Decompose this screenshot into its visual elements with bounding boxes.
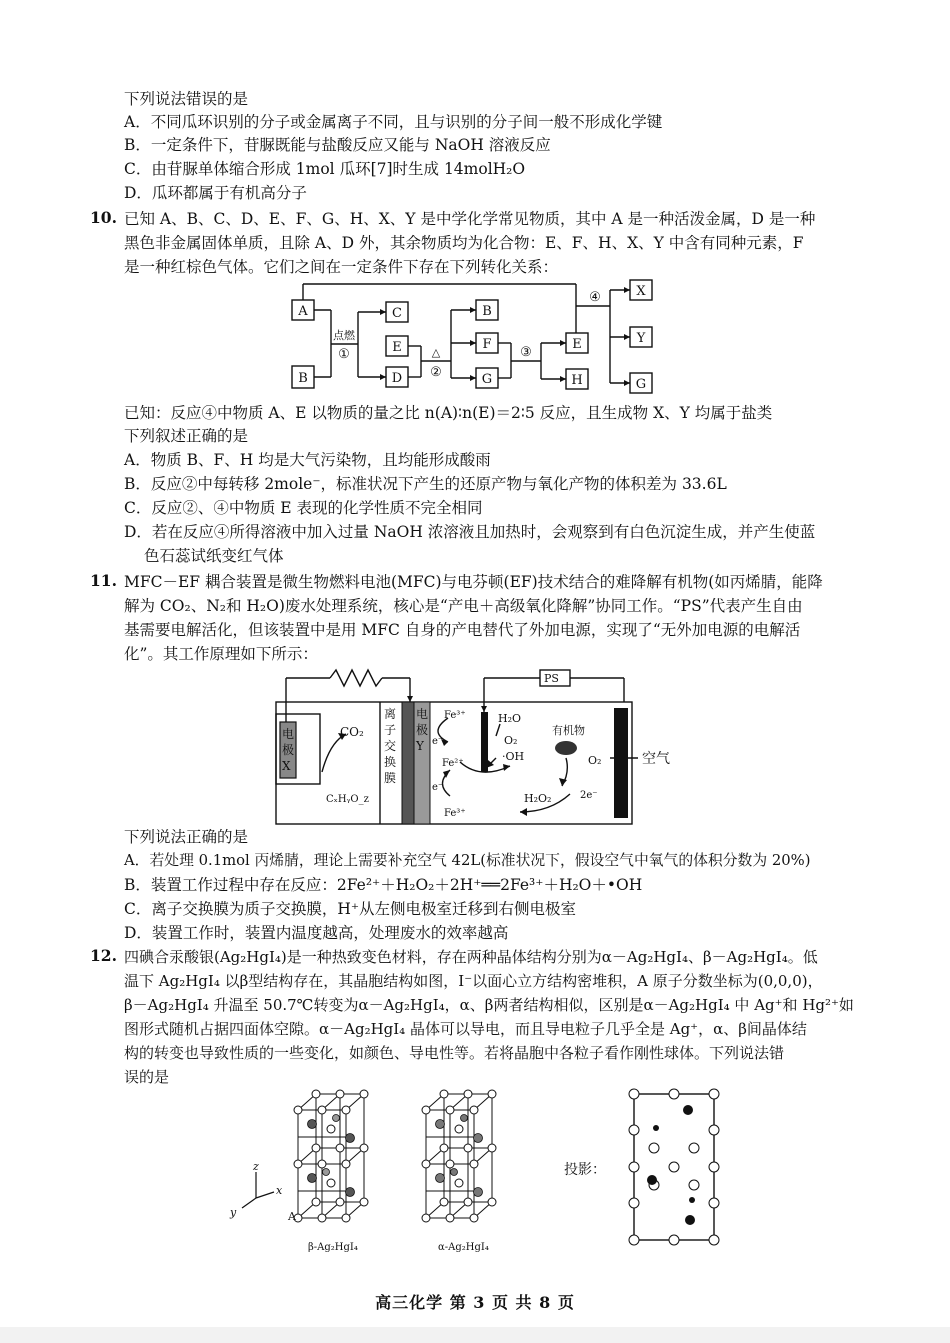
q11-2e-label: 2e⁻ xyxy=(580,790,598,801)
q10-line-3: 是一种红棕色气体。它们之间在一定条件下存在下列转化关系： xyxy=(124,258,559,276)
q11-line-4: 化”。其工作原理如下所示： xyxy=(124,645,318,663)
q11-electrode-y-3: Y xyxy=(416,739,424,753)
q11-h2o2-label: H₂O₂ xyxy=(524,792,552,805)
q12-line-3: β－Ag₂HgI₄ 升温至 50.7℃转变为α－Ag₂HgI₄，α、β两者结构相似，区别是α－Ag₂HgI₄ 中 Ag⁺和 Hg²⁺如 xyxy=(124,996,854,1014)
q12-projection-label: 投影： xyxy=(564,1162,606,1178)
q10-box-g2-label: G xyxy=(635,377,647,392)
q10-option-a: A．物质 B、F、H 均是大气污染物，且均能形成酸雨 xyxy=(124,451,491,469)
q11-air-label: 空气 xyxy=(642,751,670,767)
q10-option-c: C．反应②、④中物质 E 表现的化学性质不完全相同 xyxy=(124,499,483,517)
q11-membrane-3: 交 xyxy=(384,739,397,753)
q12-alpha-cell xyxy=(426,1094,492,1218)
q11-electrode-x-1: 电 xyxy=(282,727,295,741)
q11-membrane-2: 子 xyxy=(384,723,397,737)
q10-box-g1-label: G xyxy=(481,372,493,387)
q10-ignite-label: 点燃 xyxy=(333,329,355,342)
q12-line-2: 温下 Ag₂HgI₄ 以β型结构存在，其晶胞结构如图，I⁻以面心立方结构密堆积，A 原子分数坐标为(0,0,0)， xyxy=(124,972,823,990)
q11-h2o-label: H₂O xyxy=(498,712,522,725)
q10-box-y-label: Y xyxy=(636,331,646,346)
q10-box-f-label: F xyxy=(482,337,492,352)
q11-oh-label: ·OH xyxy=(502,750,525,763)
q10-box-d-label: D xyxy=(391,371,403,386)
q9-stem: 下列说法错误的是 xyxy=(124,90,249,108)
q10-heat-label: △ xyxy=(431,346,441,359)
q11-fe3-bottom: Fe³⁺ xyxy=(444,808,466,819)
q11-line-1: MFC－EF 耦合装置是微生物燃料电池(MFC)与电芬顿(EF)技术结合的难降解有机物(如丙烯腈，能降 xyxy=(124,573,823,591)
q12-axis-z: z xyxy=(253,1160,259,1173)
q11-electrode-y-1: 电 xyxy=(416,707,429,721)
page-bottom-edge xyxy=(0,1327,950,1343)
q11-stem: 下列说法正确的是 xyxy=(124,828,249,846)
q9-option-c: C．由苷脲单体缩合形成 1mol 瓜环[7]时生成 14molH₂O xyxy=(124,160,526,178)
page-footer: 高三化学 第 3 页 共 8 页 xyxy=(375,1293,575,1312)
q10-line-1: 已知 A、B、C、D、E、F、G、H、X、Y 是中学化学常见物质，其中 A 是一种活泼金属，D 是一种 xyxy=(124,210,816,228)
q10-box-e1-label: E xyxy=(392,340,402,355)
q10-box-a-label: A xyxy=(298,304,308,319)
q11-electrode-y-2: 极 xyxy=(416,723,429,737)
q11-membrane-4: 换 xyxy=(384,755,397,769)
q11-organic-label: 有机物 xyxy=(552,724,585,737)
q11-fe2-mid: Fe²⁺ xyxy=(442,758,464,769)
q12-line-6: 误的是 xyxy=(124,1068,170,1086)
q11-e-minus-2: e⁻ xyxy=(432,782,444,793)
q11-o2-right-label: O₂ xyxy=(588,754,602,767)
q10-option-b: B．反应②中每转移 2mole⁻，标准状况下产生的还原产物与氧化产物的体积差为 33.6L xyxy=(124,475,727,493)
q12-crystal-figure xyxy=(226,1080,736,1260)
q11-e-minus-1: e⁻ xyxy=(432,736,444,747)
q10-line-2: 黑色非金属固体单质，且除 A、D 外，其余物质均为化合物：E、F、H、X、Y 中含有同种元素，F xyxy=(124,234,804,252)
q10-box-e2-label: E xyxy=(572,337,582,352)
q9-option-d: D．瓜环都属于有机高分子 xyxy=(124,184,307,202)
q10-reaction-4: ④ xyxy=(589,290,601,305)
q11-number: 11. xyxy=(90,571,117,590)
q12-axis-x: x xyxy=(276,1184,283,1197)
q12-line-4: 图形式随机占据四面体空隙。α－Ag₂HgI₄ 晶体可以导电，而且导电粒子几乎全是 Ag⁺，α、β间晶体结 xyxy=(124,1020,807,1038)
q11-membrane-5: 膜 xyxy=(384,771,397,785)
q12-alpha-label: α-Ag₂HgI₄ xyxy=(438,1242,489,1253)
q12-axis-y: y xyxy=(230,1206,237,1219)
q10-reaction-3: ③ xyxy=(520,345,532,360)
q10-box-h-label: H xyxy=(571,373,583,388)
q9-option-a: A．不同瓜环识别的分子或金属离子不同，且与识别的分子间一般不形成化学键 xyxy=(124,113,663,131)
q11-ps-label: PS xyxy=(544,672,559,685)
q10-box-c-label: C xyxy=(392,306,402,321)
q12-number: 12. xyxy=(90,946,117,965)
q11-membrane-1: 离 xyxy=(384,707,397,721)
q11-cxhyoz-label: CₓHᵧO_z xyxy=(326,794,369,805)
q11-option-b: B．装置工作过程中存在反应：2Fe²⁺＋H₂O₂＋2H⁺══2Fe³⁺＋H₂O＋•OH xyxy=(124,876,643,894)
q10-box-x-label: X xyxy=(636,284,646,299)
q11-o2-left-label: O₂ xyxy=(504,734,518,747)
q10-option-d-cont: 色石蕊试纸变红气体 xyxy=(144,547,284,565)
q11-option-d: D．装置工作时，装置内温度越高，处理废水的效率越高 xyxy=(124,924,509,942)
q12-projection-diagram xyxy=(629,1089,719,1245)
q10-option-d: D．若在反应④所得溶液中加入过量 NaOH 浓溶液且加热时，会观察到有白色沉淀生成，并产生使蓝 xyxy=(124,523,816,541)
q11-line-3: 基需要电解活化，但该装置中是用 MFC 自身的产电替代了外加电源，实现了“无外加电源的电解活 xyxy=(124,621,801,639)
q9-option-b: B．一定条件下，苷脲既能与盐酸反应又能与 NaOH 溶液反应 xyxy=(124,136,551,154)
q11-electrode-x-3: X xyxy=(282,759,291,773)
q12-line-5: 构的转变也导致性质的一些变化，如颜色、导电性等。若将晶胞中各粒子看作刚性球体。下列说法错 xyxy=(124,1044,785,1062)
q12-beta-label: β-Ag₂HgI₄ xyxy=(308,1242,358,1253)
q11-mfc-ef-diagram xyxy=(270,662,640,828)
q11-electrode-x-2: 极 xyxy=(282,743,295,757)
q11-co2-label: CO₂ xyxy=(340,725,364,739)
q11-option-a: A．若处理 0.1mol 丙烯腈，理论上需要补充空气 42L(标准状况下，假设空气中氧气的体积分数为 20%) xyxy=(124,852,811,869)
q12-beta-cell xyxy=(298,1094,364,1218)
q10-number: 10. xyxy=(90,208,117,227)
q10-box-b-label: B xyxy=(298,371,308,386)
q12-point-a: A xyxy=(288,1210,296,1223)
q12-line-1: 四碘合汞酸银(Ag₂HgI₄)是一种热致变色材料，存在两种晶体结构分别为α－Ag₂HgI₄、β－Ag₂HgI₄。低 xyxy=(124,948,818,966)
q11-option-c: C．离子交换膜为质子交换膜，H⁺从左侧电极室迁移到右侧电极室 xyxy=(124,900,577,918)
q11-line-2: 解为 CO₂、N₂和 H₂O)废水处理系统，核心是“产电＋高级氧化降解”协同工作。“PS”代表产生自由 xyxy=(124,597,803,615)
q10-reaction-1: ① xyxy=(338,347,350,362)
q10-stem: 下列叙述正确的是 xyxy=(124,427,249,445)
q10-reaction-2: ② xyxy=(430,365,442,380)
q10-known: 已知：反应④中物质 A、E 以物质的量之比 n(A)∶n(E)＝2∶5 反应，且生成物 X、Y 均属于盐类 xyxy=(124,404,773,422)
q10-box-b2-label: B xyxy=(482,304,492,319)
q10-conversion-diagram xyxy=(286,276,666,400)
q11-fe3-top: Fe³⁺ xyxy=(444,710,466,721)
